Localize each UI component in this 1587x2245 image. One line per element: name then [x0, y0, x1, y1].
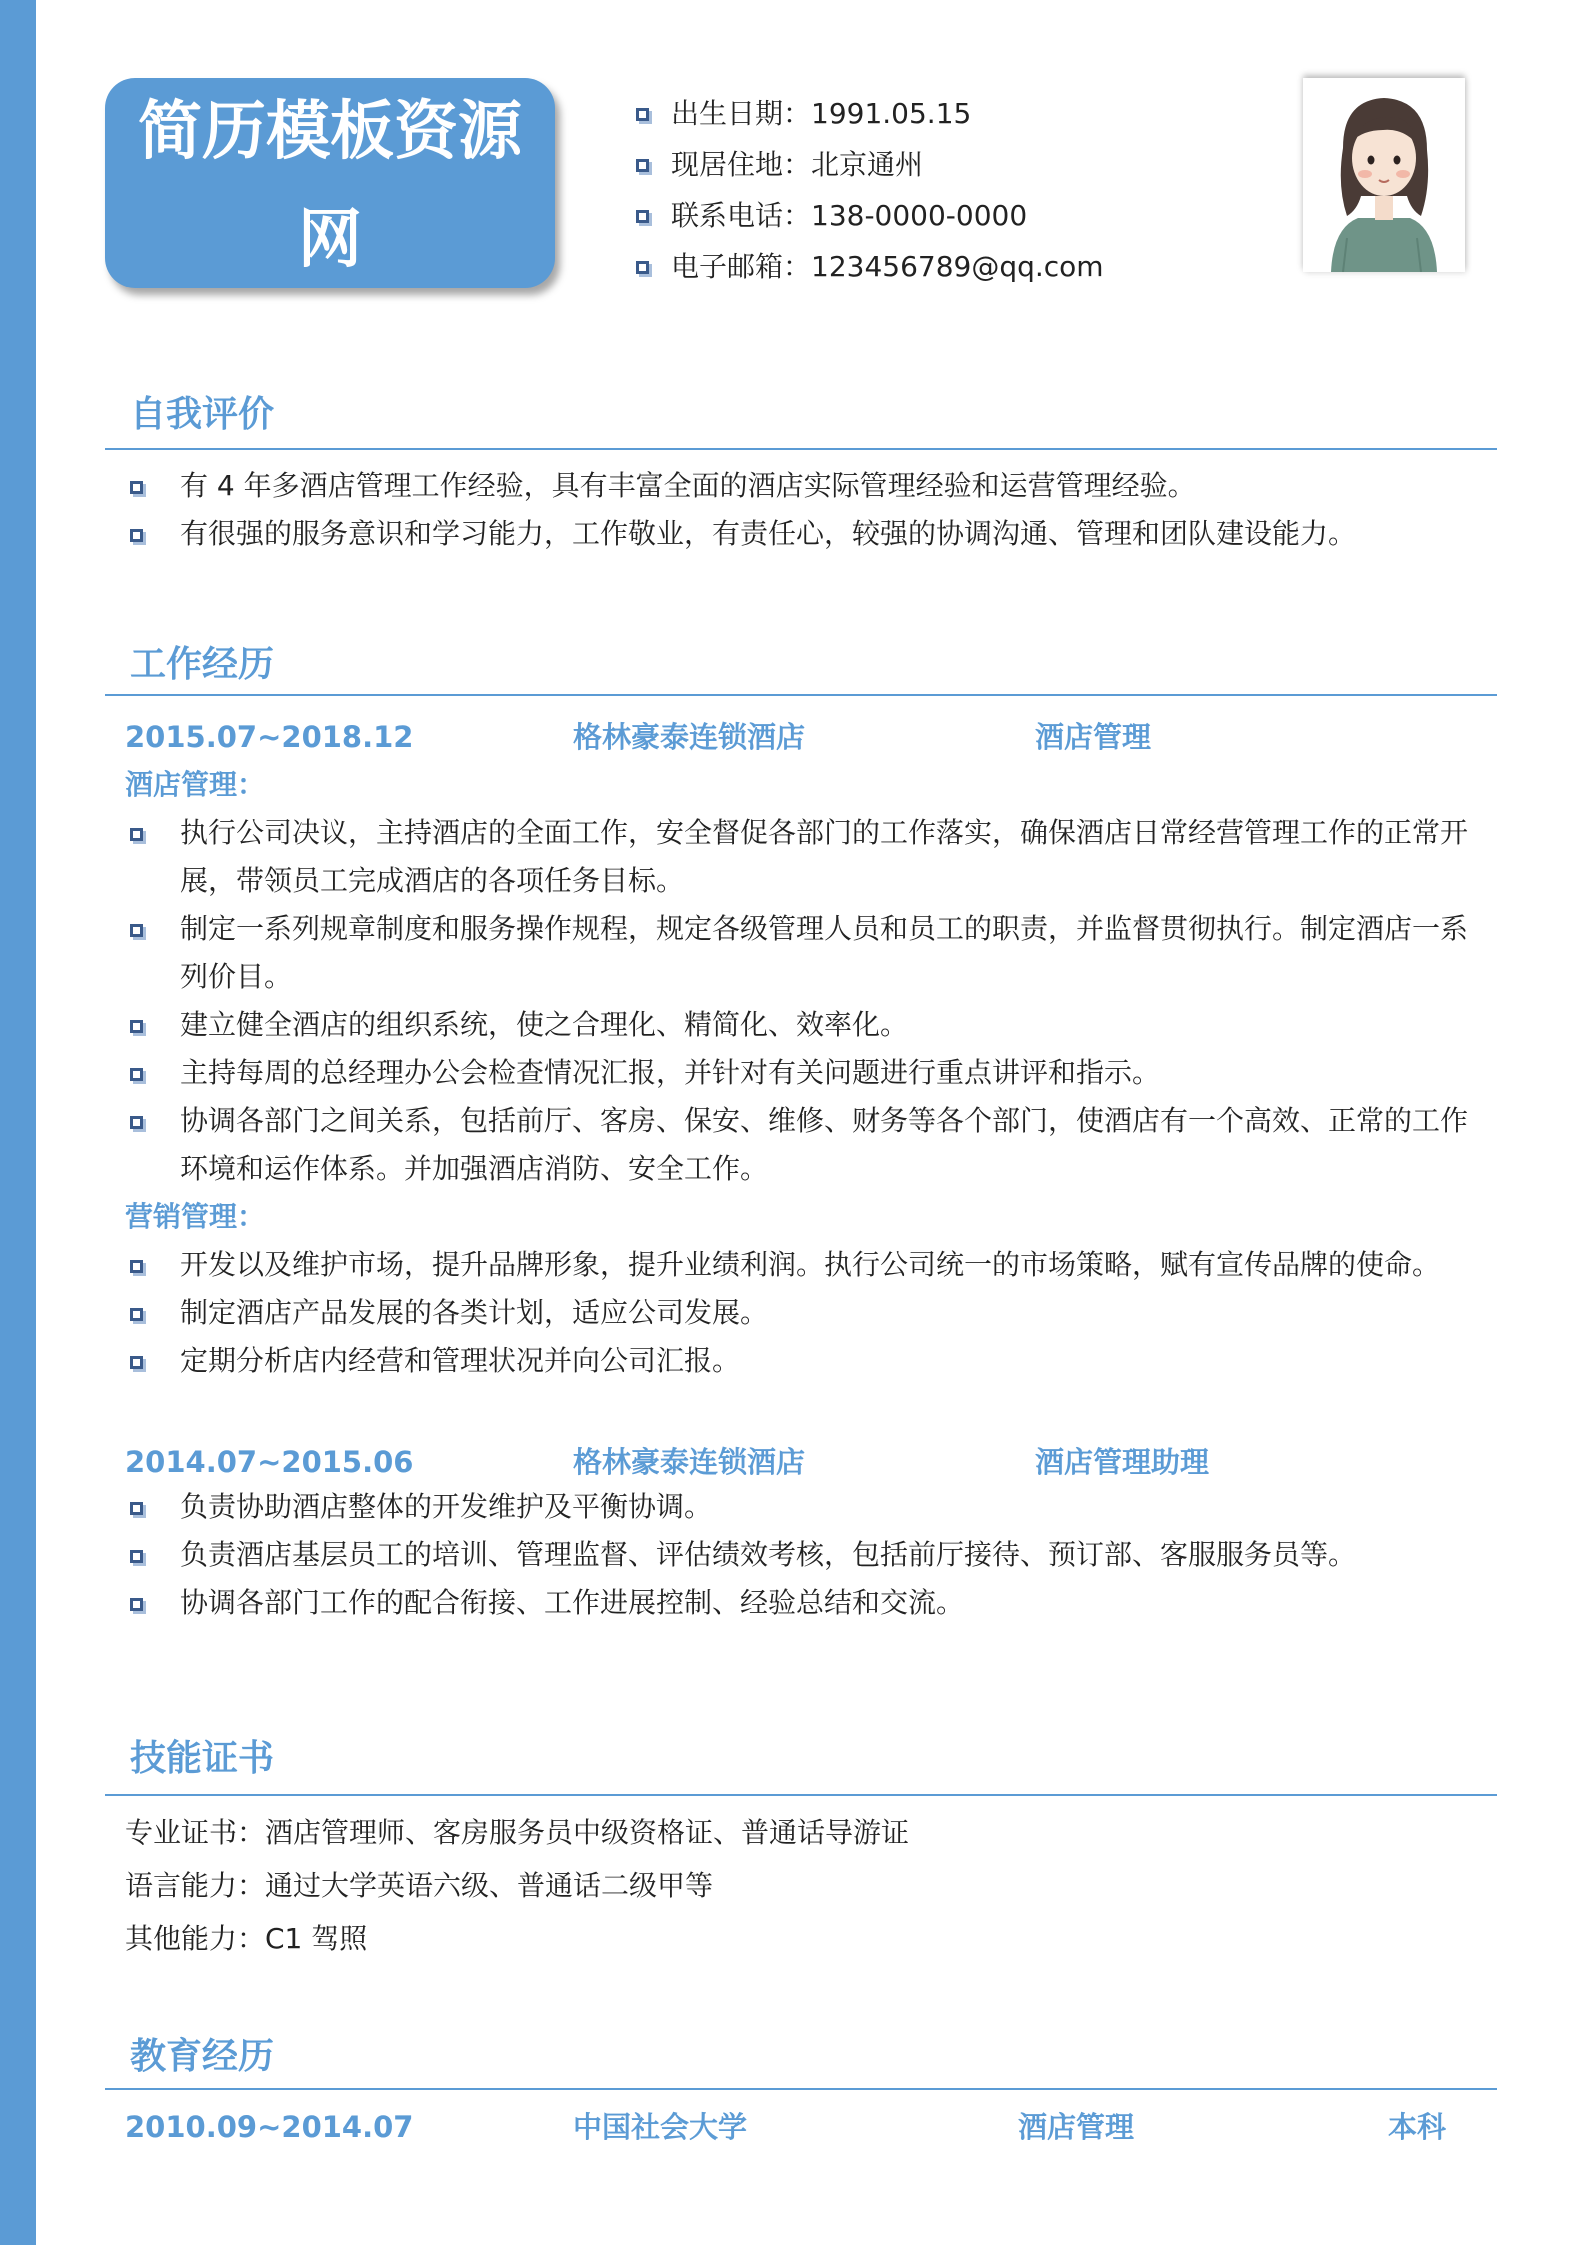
list-item: 制定一系列规章制度和服务操作规程，规定各级管理人员和员工的职责，并监督贯彻执行。制定酒店一系列价目。 — [130, 905, 1480, 1001]
job-header — [125, 1442, 1505, 1482]
contact-phone — [636, 190, 1104, 241]
job-header — [125, 717, 1505, 757]
list-item: 执行公司决议，主持酒店的全面工作，安全督促各部门的工作落实，确保酒店日常经营管理工作的正常开展，带领员工完成酒店的各项任务目标。 — [130, 809, 1480, 905]
birth-text: 出生日期：1991.05.15 — [671, 97, 972, 130]
job-duties-list — [130, 809, 1480, 1193]
self-eval-title: 自我评价 — [130, 394, 275, 435]
avatar-illustration-icon — [1303, 78, 1465, 272]
list-item: 开发以及维护市场，提升品牌形象，提升业绩利润。执行公司统一的市场策略，赋有宣传品牌的使命。 — [130, 1241, 1480, 1289]
section-divider — [105, 448, 1497, 450]
job-duties-list — [130, 1483, 1480, 1627]
list-item: 负责酒店基层员工的培训、管理监督、评估绩效考核，包括前厅接待、预订部、客服服务员等。 — [130, 1531, 1480, 1579]
bullet-icon — [130, 1068, 143, 1081]
self-eval-list — [130, 462, 1480, 558]
contact-info — [636, 88, 1104, 292]
contact-email — [636, 241, 1104, 292]
job-subheading: 营销管理： — [125, 1200, 266, 1233]
skill-line: 其他能力：C1 驾照 — [125, 1922, 368, 1955]
list-item: 有 4 年多酒店管理工作经验，具有丰富全面的酒店实际管理经验和运营管理经验。 — [130, 462, 1480, 510]
job-company: 格林豪泰连锁酒店 — [573, 1445, 806, 1479]
bullet-icon — [636, 108, 649, 121]
bullet-icon — [130, 924, 143, 937]
section-divider — [105, 1794, 1497, 1796]
bullet-icon — [130, 1020, 143, 1033]
edu-degree: 本科 — [1388, 2110, 1447, 2144]
bullet-icon — [130, 1308, 143, 1321]
list-item: 负责协助酒店整体的开发维护及平衡协调。 — [130, 1483, 1480, 1531]
list-item: 协调各部门之间关系，包括前厅、客房、保安、维修、财务等各个部门，使酒店有一个高效、正常的工作环境和运作体系。并加强酒店消防、安全工作。 — [130, 1097, 1480, 1193]
education-title: 教育经历 — [130, 2036, 275, 2077]
bullet-icon — [130, 1260, 143, 1273]
list-item: 协调各部门工作的配合衔接、工作进展控制、经验总结和交流。 — [130, 1579, 1480, 1627]
job-position: 酒店管理助理 — [1035, 1445, 1210, 1479]
bullet-icon — [130, 1550, 143, 1563]
bullet-icon — [636, 210, 649, 223]
bullet-icon — [130, 1116, 143, 1129]
bullet-icon — [130, 1502, 143, 1515]
list-item: 建立健全酒店的组织系统，使之合理化、精简化、效率化。 — [130, 1001, 1480, 1049]
job-subheading: 酒店管理： — [125, 768, 266, 801]
list-item: 有很强的服务意识和学习能力，工作敬业，有责任心，较强的协调沟通、管理和团队建设能力。 — [130, 510, 1480, 558]
residence-text: 现居住地：北京通州 — [671, 148, 924, 181]
list-item: 主持每周的总经理办公会检查情况汇报，并针对有关问题进行重点讲评和指示。 — [130, 1049, 1480, 1097]
education-row — [125, 2107, 1505, 2147]
edu-major: 酒店管理 — [1018, 2110, 1135, 2144]
skills-title: 技能证书 — [130, 1738, 275, 1779]
edu-period: 2010.09~2014.07 — [125, 2110, 414, 2144]
name-banner: 简历模板资源网 — [105, 78, 555, 288]
job-period: 2015.07~2018.12 — [125, 720, 414, 754]
work-title: 工作经历 — [130, 644, 275, 685]
bullet-icon — [130, 828, 143, 841]
skills-list — [125, 1806, 909, 1965]
list-item: 定期分析店内经营和管理状况并向公司汇报。 — [130, 1337, 1480, 1385]
profile-photo — [1303, 78, 1465, 272]
edu-school: 中国社会大学 — [573, 2110, 748, 2144]
skill-line: 语言能力：通过大学英语六级、普通话二级甲等 — [125, 1869, 714, 1902]
bullet-icon — [130, 529, 143, 542]
bullet-icon — [636, 159, 649, 172]
job-position: 酒店管理 — [1035, 720, 1152, 754]
contact-residence — [636, 139, 1104, 190]
job-duties-list — [130, 1241, 1480, 1385]
list-item: 制定酒店产品发展的各类计划，适应公司发展。 — [130, 1289, 1480, 1337]
job-period: 2014.07~2015.06 — [125, 1445, 414, 1479]
section-divider — [105, 694, 1497, 696]
bullet-icon — [130, 481, 143, 494]
left-accent-bar — [0, 0, 36, 2245]
contact-birth — [636, 88, 1104, 139]
bullet-icon — [636, 261, 649, 274]
section-divider — [105, 2088, 1497, 2090]
bullet-icon — [130, 1598, 143, 1611]
bullet-icon — [130, 1356, 143, 1369]
email-text: 电子邮箱：123456789@qq.com — [671, 250, 1104, 283]
skill-line: 专业证书：酒店管理师、客房服务员中级资格证、普通话导游证 — [125, 1816, 910, 1849]
job-company: 格林豪泰连锁酒店 — [573, 720, 806, 754]
phone-text: 联系电话：138-0000-0000 — [671, 199, 1028, 232]
